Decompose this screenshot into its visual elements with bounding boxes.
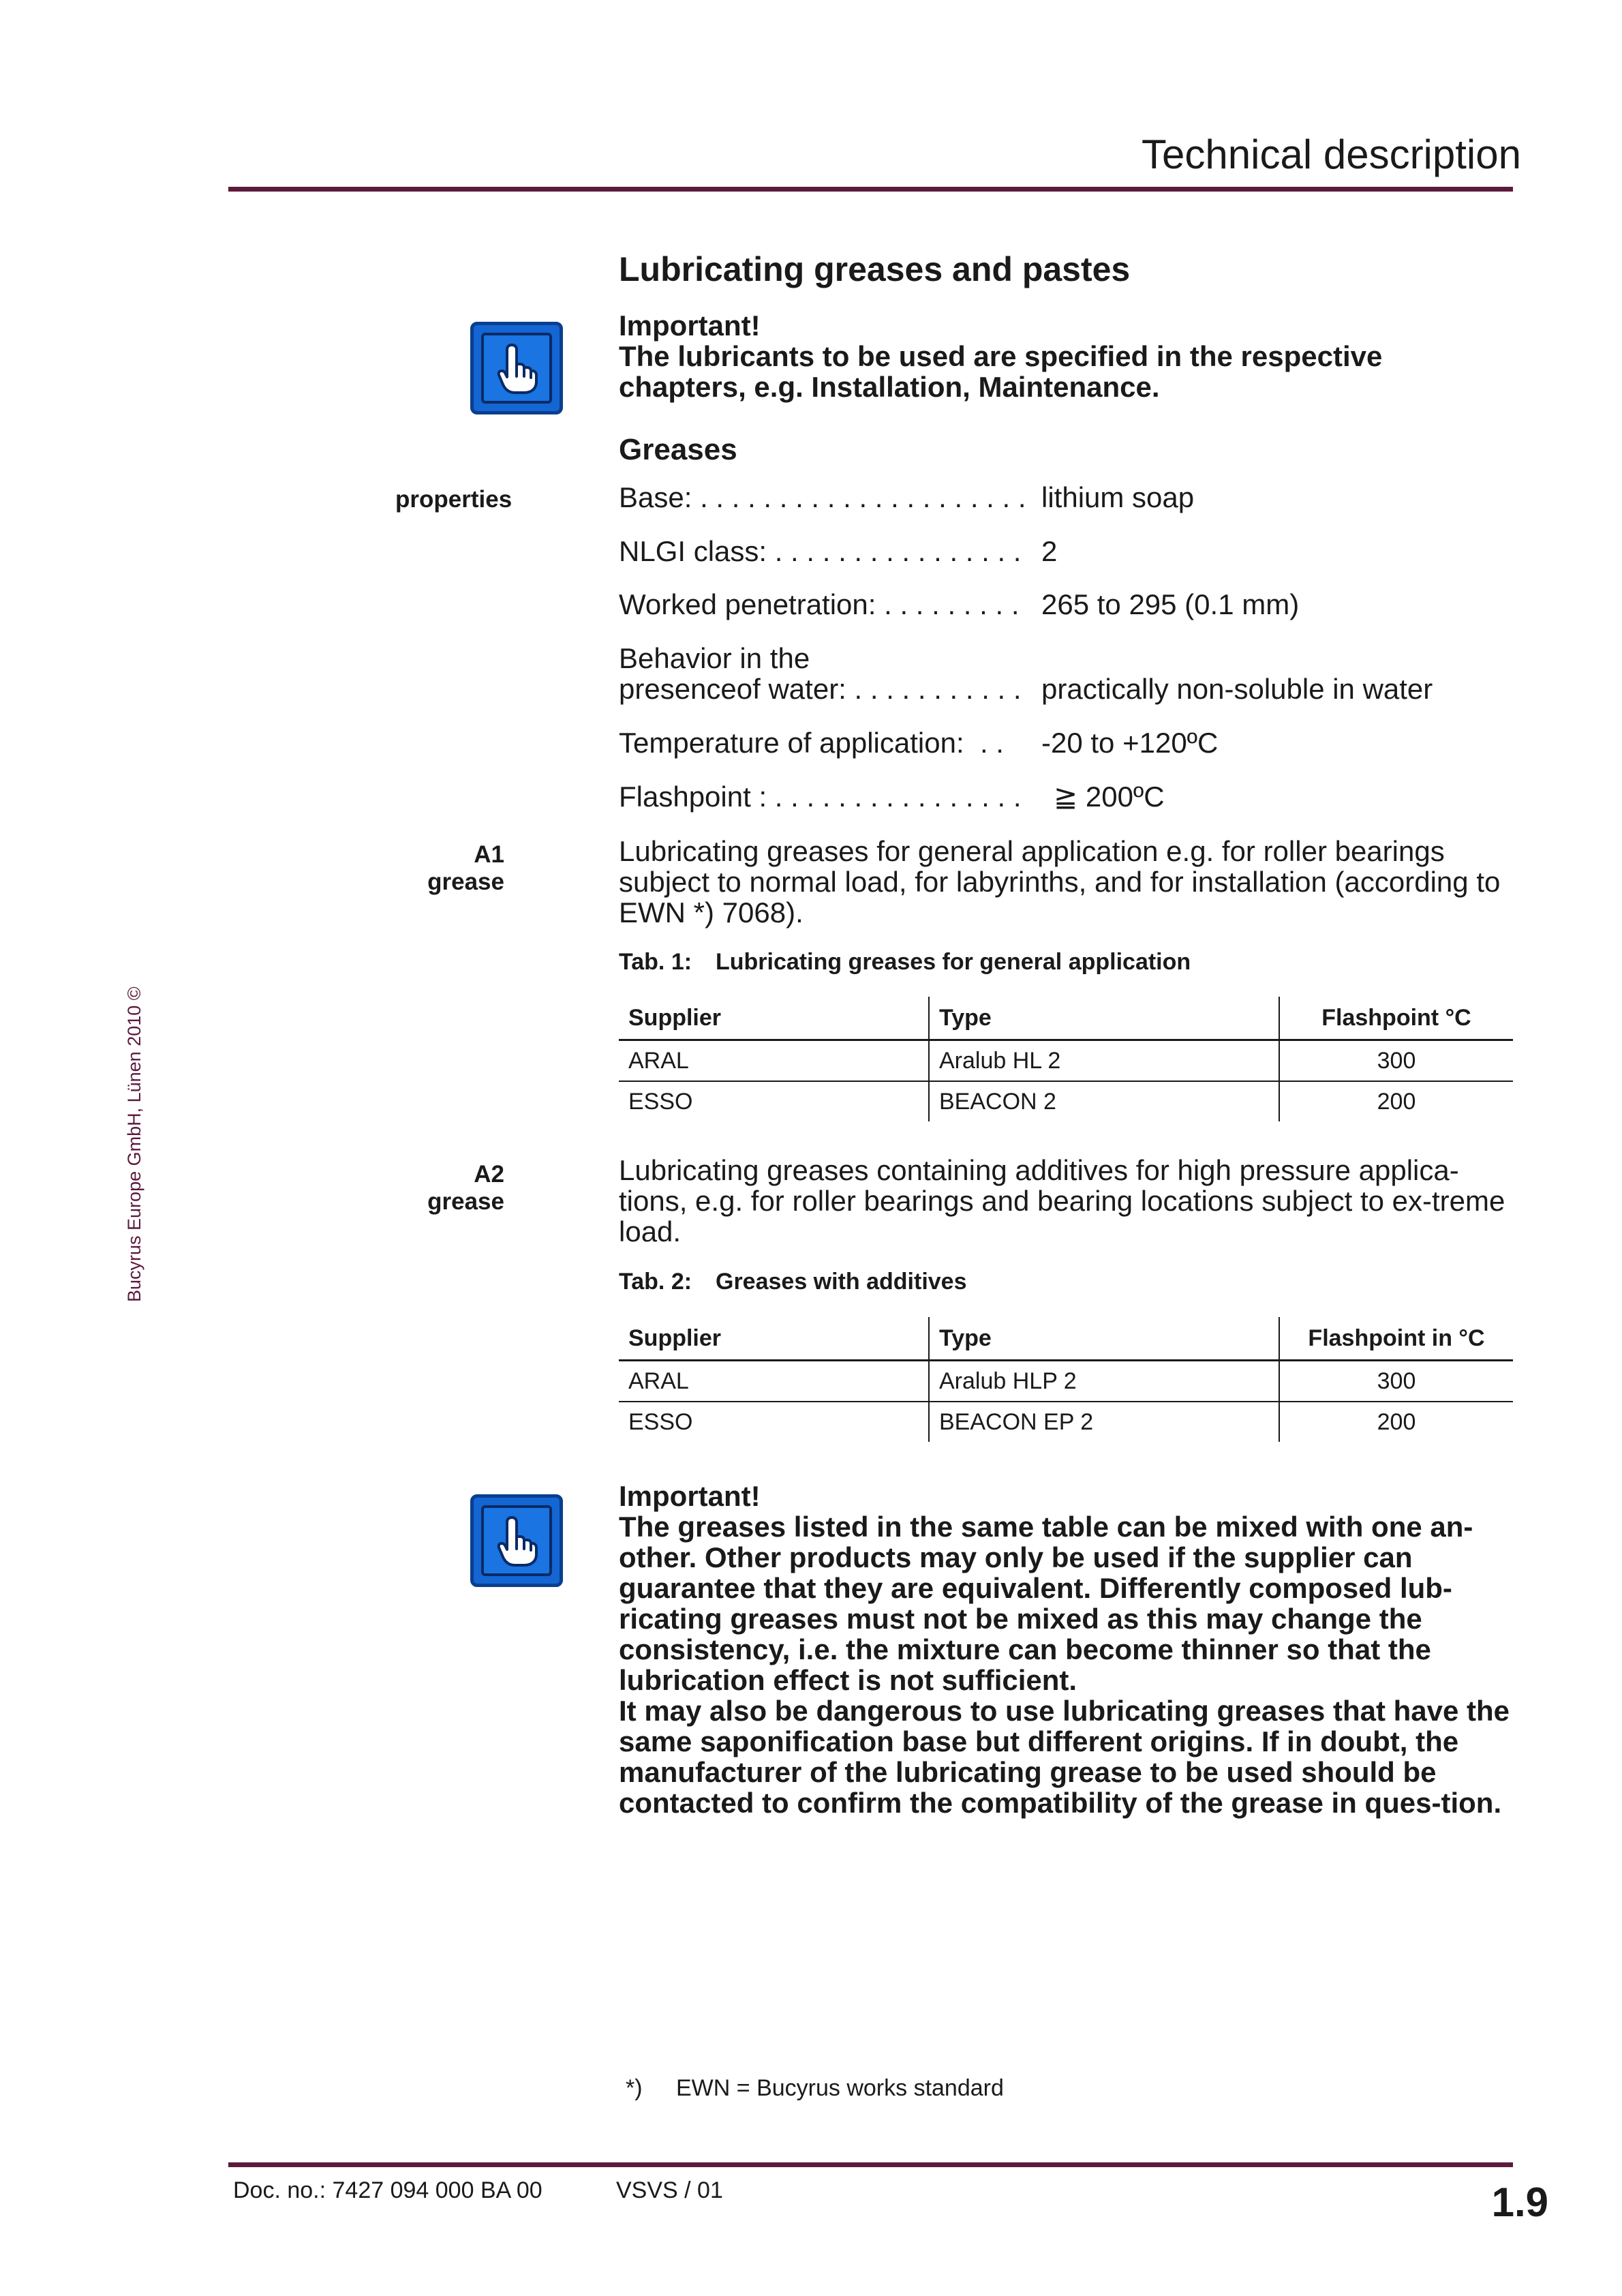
copyright-vertical: Bucyrus Europe GmbH, Lünen 2010 © (124, 986, 144, 1302)
table-cell: BEACON 2 (929, 1081, 1279, 1121)
property-value: -20 to +120ºC (1041, 727, 1219, 759)
header-rule (228, 187, 1513, 192)
greases-heading: Greases (619, 433, 737, 466)
property-label: Worked penetration: . . . . . . . . . (619, 589, 1020, 620)
property-value: 2 (1041, 535, 1058, 567)
notice2 (619, 1481, 1518, 1818)
notice2-text1: The greases listed in the same table can be mixed with one an-other. Other products may only be used if the supplier can guarantee that they are equivalent. Differently composed lub-ricating greases must not be mixed as this may change the consistency, i.e. the mixture can become thinner so that the lubrication effect is not sufficient. (619, 1511, 1473, 1696)
property-row (619, 589, 1505, 620)
table-header: Flashpoint °C (1279, 997, 1513, 1040)
table2 (619, 1317, 1513, 1442)
table-header: Supplier (619, 1317, 929, 1361)
table-header-row (619, 1317, 1513, 1361)
hand-glyph (493, 341, 540, 395)
table-cell: ESSO (619, 1402, 929, 1442)
footnote (626, 2075, 1004, 2102)
table-cell: 300 (1279, 1040, 1513, 1082)
notice1-heading: Important! (619, 309, 761, 342)
footnote-text: EWN = Bucyrus works standard (676, 2075, 1004, 2101)
hand-glyph (493, 1513, 540, 1568)
side-label-properties: properties (395, 486, 512, 513)
table1-number: Tab. 1: (619, 949, 692, 975)
footer-doc-number: Doc. no.: 7427 094 000 BA 00 (233, 2177, 542, 2203)
property-label: Base: . . . . . . . . . . . . . . . . . . . . . (619, 482, 1026, 513)
table-cell: 200 (1377, 1088, 1416, 1115)
property-value: practically non-soluble in water (1041, 673, 1433, 705)
table-cell: Aralub HLP 2 (929, 1361, 1279, 1402)
property-label: NLGI class: . . . . . . . . . . . . . . . . (619, 536, 1022, 567)
property-row (619, 482, 1505, 513)
table1-caption (619, 949, 1191, 976)
side-label-a1: A1 grease (427, 841, 504, 895)
table-cell: ESSO (619, 1081, 929, 1121)
table-cell: 200 (1377, 1408, 1416, 1435)
a1-description: Lubricating greases for general application e.g. for roller bearings subject to normal load, for labyrinths, and for installation (according to EWN *) 7068). (619, 835, 1501, 928)
property-row (619, 727, 1505, 759)
table2-title: Greases with additives (716, 1269, 967, 1295)
page-number: 1.9 (1491, 2179, 1548, 2225)
footnote-mark: *) (626, 2075, 643, 2101)
table-cell: Aralub HL 2 (929, 1040, 1279, 1082)
notice1 (619, 310, 1513, 402)
footer-rule (228, 2162, 1513, 2167)
footer-revision: VSVS / 01 (616, 2177, 723, 2203)
table-header: Type (929, 997, 1279, 1040)
property-label-line1: Behavior in the (619, 643, 810, 674)
table1 (619, 997, 1513, 1121)
table2-number: Tab. 2: (619, 1269, 692, 1295)
property-value: lithium soap (1041, 481, 1195, 513)
table-header: Type (929, 1317, 1279, 1361)
a2-description: Lubricating greases containing additives for high pressure applica-tions, e.g. for roller bearings and bearing locations subject to ex-treme load. (619, 1154, 1505, 1248)
property-value: 265 to 295 (0.1 mm) (1041, 588, 1300, 620)
table-cell: 300 (1279, 1361, 1513, 1402)
property-row (619, 536, 1505, 567)
side-label-a2: A2 grease (427, 1161, 504, 1215)
property-label: presenceof water: . . . . . . . . . . . (619, 674, 1022, 705)
property-row (619, 643, 1505, 674)
table-cell: BEACON EP 2 (929, 1402, 1279, 1442)
property-label: Temperature of application: . . (619, 727, 1004, 759)
table-row (619, 1402, 1513, 1442)
property-row (619, 674, 1505, 705)
notice1-text: The lubricants to be used are specified in the respective chapters, e.g. Installation, Maintenance. (619, 340, 1383, 403)
table-header: Flashpoint in °C (1279, 1317, 1513, 1361)
pointing-hand-icon (470, 1494, 563, 1587)
section-title: Lubricating greases and pastes (619, 250, 1131, 288)
table-cell: ARAL (619, 1361, 929, 1402)
table2-caption (619, 1269, 967, 1295)
table-cell: ARAL (619, 1040, 929, 1082)
header-title: Technical description (1142, 132, 1521, 177)
notice2-text2: It may also be dangerous to use lubricating greases that have the same saponification base but different origins. If in doubt, the manufacturer of the lubricating grease to be used should be contacted to confirm the compatibility of the grease in ques-tion. (619, 1695, 1510, 1819)
table-header-row (619, 997, 1513, 1040)
property-value: ≧ 200ºC (1054, 781, 1165, 813)
table-row (619, 1040, 1513, 1082)
pointing-hand-icon (470, 322, 563, 414)
property-row (619, 781, 1505, 813)
table-header: Supplier (619, 997, 929, 1040)
table-row (619, 1081, 1513, 1121)
property-label: Flashpoint : . . . . . . . . . . . . . . . . (619, 781, 1022, 813)
notice2-heading: Important! (619, 1480, 761, 1512)
table-row (619, 1361, 1513, 1402)
table1-title: Lubricating greases for general application (716, 949, 1191, 975)
